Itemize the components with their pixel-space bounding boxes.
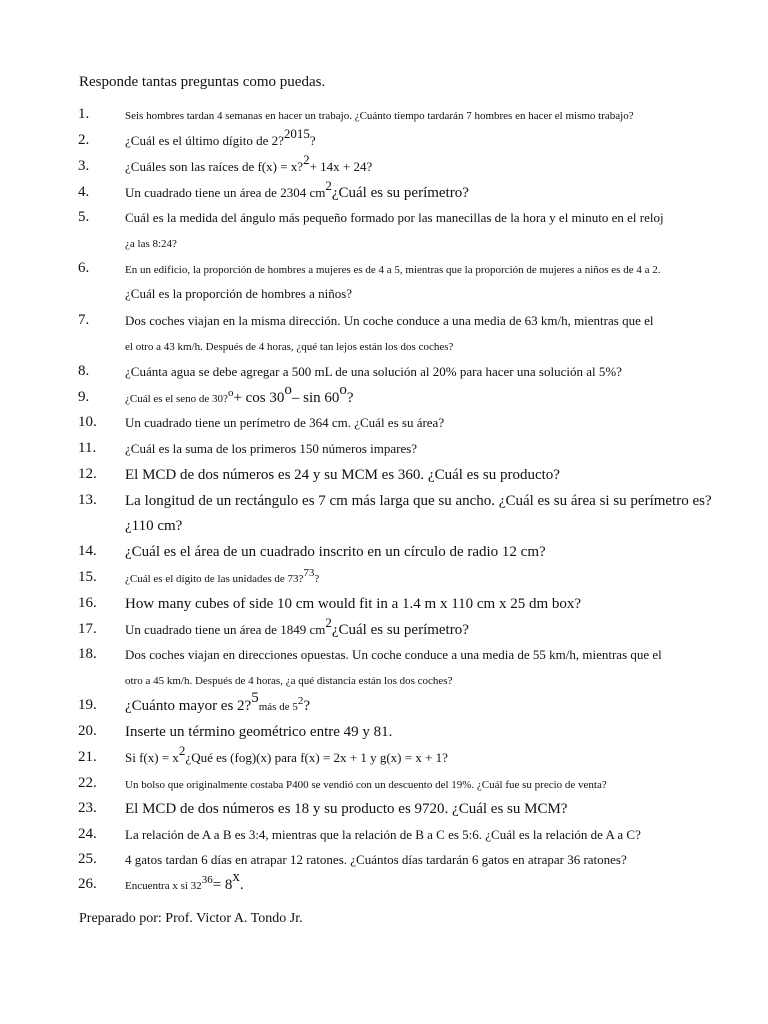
text-run: Dos coches viajan en la misma dirección. Un coche conduce a una media de 63 km/h, mientras que el — [125, 313, 654, 328]
question-number: 18. — [78, 646, 97, 662]
question-number: 4. — [78, 184, 90, 200]
question-number: 20. — [78, 723, 97, 739]
text-run: ¿Cuál es el área de un cuadrado inscrito en un círculo de radio 12 cm? — [125, 544, 546, 560]
question-number: 8. — [78, 363, 90, 379]
author-credit: Preparado por: Prof. Victor A. Tondo Jr. — [79, 911, 303, 926]
question-text — [125, 742, 448, 767]
question-number: 26. — [78, 876, 97, 892]
text-run: más de 5 — [258, 701, 298, 713]
question-number: 23. — [78, 800, 97, 816]
text-run: – sin 60 — [291, 390, 340, 406]
superscript: o — [284, 381, 292, 398]
text-run: + 14x + 24? — [309, 159, 373, 174]
question-text — [125, 646, 662, 664]
question-text — [125, 723, 392, 741]
text-run: En un edificio, la proporción de hombres a mujeres es de 4 a 5, mientras que la proporción de mujeres a niños es de 4 a 2. — [125, 264, 661, 276]
question-number: 5. — [78, 209, 90, 225]
text-run: Cuál es la medida del ángulo más pequeño formado por las manecillas de la hora y el minuto en el reloj — [125, 210, 664, 225]
text-run: ? — [314, 573, 320, 585]
superscript: 2 — [303, 151, 310, 167]
text-run: ? — [309, 133, 316, 148]
question-number: 11. — [78, 440, 97, 456]
text-run: Inserte un término geométrico entre 49 y 81. — [125, 724, 393, 740]
text-run: + cos 30 — [233, 390, 285, 406]
question-text — [125, 826, 641, 844]
question-text — [125, 566, 320, 587]
text-run: ¿Cuál es el dígito de las unidades de 73? — [125, 573, 304, 585]
question-number: 2. — [78, 132, 90, 148]
question-number: 6. — [78, 260, 90, 276]
question-number: 13. — [78, 492, 97, 508]
question-text — [125, 851, 627, 869]
question-text — [125, 363, 622, 381]
text-run: ¿Cuál es su perímetro? — [331, 622, 469, 638]
text-run: El MCD de dos números es 24 y su MCM es 360. ¿Cuál es su producto? — [125, 467, 560, 483]
question-number: 9. — [78, 389, 90, 405]
text-run: ? — [303, 698, 310, 714]
text-run: Un bolso que originalmente costaba P400 se vendió con un descuento del 19%. ¿Cuál fue su precio de venta? — [125, 779, 607, 791]
question-text — [125, 151, 373, 176]
superscript: 2 — [178, 742, 186, 758]
question-number: 17. — [78, 621, 97, 637]
question-text — [125, 260, 660, 278]
text-run: ¿Cuánta agua se debe agregar a 500 mL de una solución al 20% para hacer una solución al 5%? — [125, 364, 622, 379]
text-run: El MCD de dos números es 18 y su producto es 9720. ¿Cuál es su MCM? — [125, 801, 568, 817]
question-number: 19. — [78, 697, 97, 713]
question-text — [125, 595, 581, 613]
question-text — [125, 868, 244, 894]
text-run: Si f(x) = x — [125, 750, 179, 765]
question-text — [125, 614, 469, 639]
superscript: 5 — [251, 689, 259, 706]
text-run: ¿Cuáles son las raíces de f(x) = x? — [125, 159, 304, 174]
question-text — [125, 466, 560, 484]
question-text — [125, 125, 316, 150]
text-run: = 8 — [212, 877, 233, 893]
question-text — [125, 775, 607, 793]
question-text-continuation — [125, 234, 177, 252]
question-number: 21. — [78, 749, 97, 765]
text-run: el otro a 43 km/h. Después de 4 horas, ¿qué tan lejos están los dos coches? — [125, 341, 454, 353]
text-run: ¿Cuál es el seno de 30? — [125, 393, 228, 405]
question-number: 16. — [78, 595, 97, 611]
superscript: o — [339, 381, 347, 398]
text-run: Seis hombres tardan 4 semanas en hacer un trabajo. ¿Cuánto tiempo tardarán 7 hombres en hacer el mismo trabajo? — [125, 110, 634, 122]
question-text-continuation — [125, 671, 452, 689]
question-text — [125, 800, 567, 818]
text-run: ¿Cuál es la suma de los primeros 150 números impares? — [125, 441, 418, 456]
text-run: ¿Cuánto mayor es 2? — [125, 698, 252, 714]
text-run: ¿a las 8:24? — [125, 238, 177, 250]
question-text-continuation — [125, 337, 453, 355]
question-text — [125, 492, 712, 510]
text-run: . — [239, 877, 244, 893]
question-number: 15. — [78, 569, 97, 585]
question-text-continuation — [125, 285, 352, 303]
question-text — [125, 106, 634, 124]
superscript: 36 — [201, 873, 213, 886]
text-run: Un cuadrado tiene un área de 2304 cm — [125, 185, 326, 200]
superscript: x — [232, 868, 240, 885]
superscript: 2 — [297, 694, 304, 707]
text-run: otro a 45 km/h. Después de 4 horas, ¿a qué distancia están los dos coches? — [125, 675, 453, 687]
text-run: ¿Cuál es su perímetro? — [331, 185, 469, 201]
superscript: 2 — [325, 614, 332, 630]
question-text — [125, 689, 310, 715]
question-number: 22. — [78, 775, 97, 791]
question-text — [125, 381, 354, 407]
question-number: 12. — [78, 466, 97, 482]
text-run: Un cuadrado tiene un perímetro de 364 cm. ¿Cuál es su área? — [125, 415, 445, 430]
text-run: ¿Qué es (fog)(x) para f(x) = 2x + 1 y g(x) = x + 1? — [185, 750, 448, 765]
superscript: 2 — [325, 177, 332, 193]
question-number: 25. — [78, 851, 97, 867]
question-number: 14. — [78, 543, 97, 559]
question-number: 3. — [78, 158, 90, 174]
text-run: ¿110 cm? — [125, 518, 183, 534]
text-run: Encuentra x si 32 — [125, 880, 202, 892]
text-run: How many cubes of side 10 cm would fit in a 1.4 m x 110 cm x 25 dm box? — [125, 596, 582, 612]
text-run: La longitud de un rectángulo es 7 cm más larga que su ancho. ¿Cuál es su área si su perímetro es? — [125, 493, 712, 509]
text-run: Dos coches viajan en direcciones opuestas. Un coche conduce a una media de 55 km/h, mientras que el — [125, 647, 662, 662]
question-text-continuation — [125, 517, 182, 535]
question-text — [125, 177, 469, 202]
superscript: 73 — [303, 566, 315, 579]
text-run: ? — [346, 390, 354, 406]
superscript: o — [227, 386, 234, 399]
question-number: 7. — [78, 312, 90, 328]
question-text — [125, 440, 417, 458]
question-text — [125, 312, 653, 330]
page-heading: Responde tantas preguntas como puedas. — [79, 74, 326, 90]
question-number: 1. — [78, 106, 90, 122]
text-run: Un cuadrado tiene un área de 1849 cm — [125, 622, 326, 637]
question-text — [125, 209, 664, 227]
question-text — [125, 543, 546, 561]
text-run: ¿Cuál es el último dígito de 2? — [125, 133, 284, 148]
question-number: 10. — [78, 414, 97, 430]
text-run: 4 gatos tardan 6 días en atrapar 12 ratones. ¿Cuántos días tardarán 6 gatos en atrapar 36 ratones? — [125, 852, 627, 867]
question-number: 24. — [78, 826, 97, 842]
question-text — [125, 414, 444, 432]
text-run: La relación de A a B es 3:4, mientras que la relación de B a C es 5:6. ¿Cuál es la relación de A a C? — [125, 827, 641, 842]
text-run: ¿Cuál es la proporción de hombres a niños? — [125, 286, 353, 301]
superscript: 2015 — [283, 125, 310, 141]
